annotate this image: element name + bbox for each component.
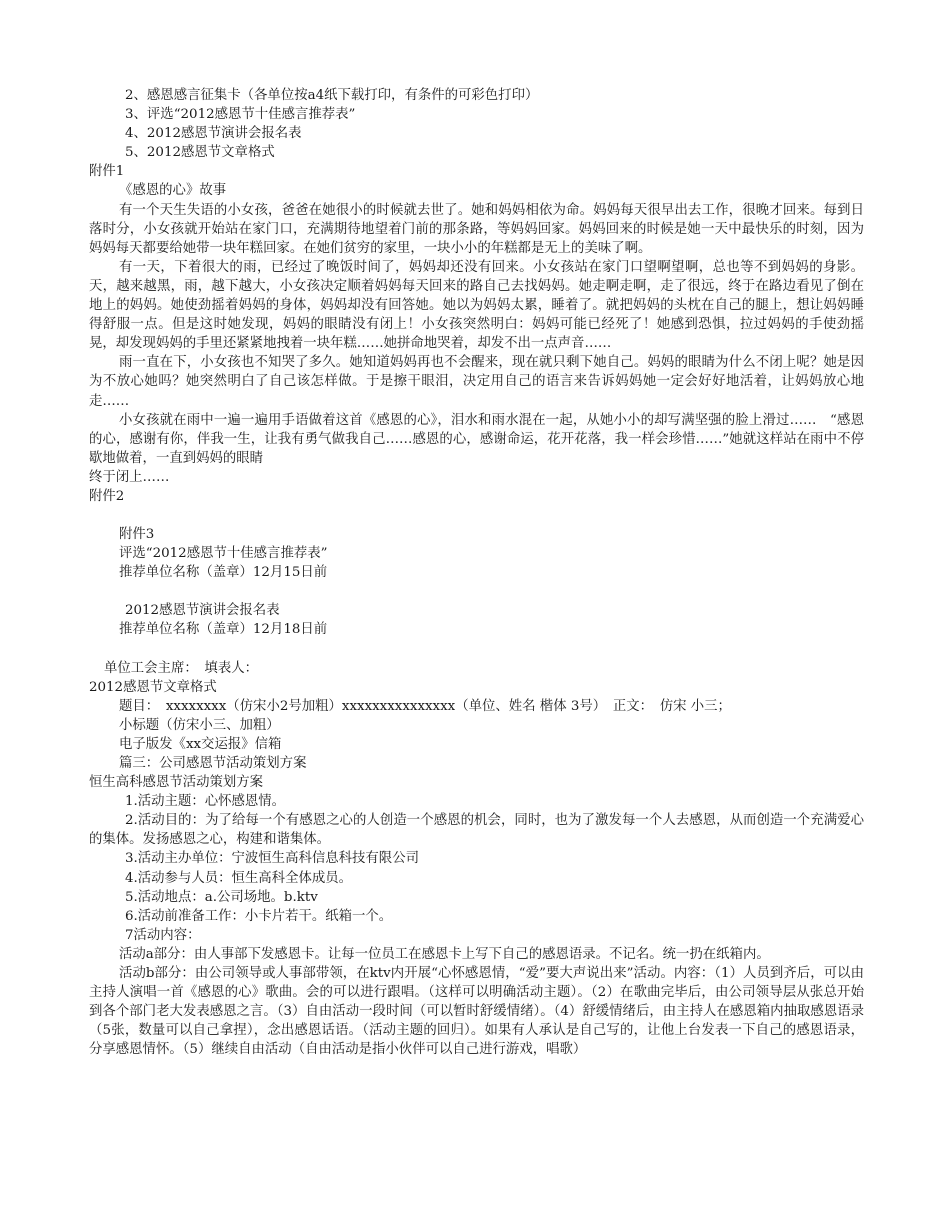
annex2-label: 附件2 — [89, 488, 125, 504]
article-format-line-1: 题目： xxxxxxxx（仿宋小2号加粗）xxxxxxxxxxxxxxx（单位、姓名 楷体 3号） 正文： 仿宋 小三； — [119, 698, 731, 714]
attachment-item-2: 2、感恩感言征集卡（各单位按a4纸下载打印，有条件的可彩色打印） — [125, 88, 539, 103]
article-format-line-2: 小标题（仿宋小三、加粗） — [119, 717, 280, 733]
annex3-label: 附件3 — [119, 527, 155, 543]
story-closing: 终于闭上…… — [89, 469, 170, 485]
spacer — [89, 582, 864, 601]
attachment-item-4: 4、2012感恩节演讲会报名表 — [125, 126, 302, 142]
document-page — [89, 86, 864, 1060]
plan-item-1: 1.活动主题：心怀感恩情。 — [125, 794, 286, 810]
spacer — [89, 640, 864, 659]
story-paragraph-2: 有一天，下着很大的雨，已经过了晚饭时间了，妈妈却还没有回来。小女孩站在家门口望啊望啊，总也等不到妈妈的身影。天，越来越黑，雨，越下越大，小女孩决定顺着妈妈每天回来的路自己去找妈妈。她走啊走啊，走了很远，终于在路边看见了倒在地上的妈妈。她使劲摇着妈妈的身体，妈妈却没有回答她。她以为妈妈太累，睡着了。就把妈妈的头枕在自己的腿上，想让妈妈睡得舒服一点。但是这时她发现，妈妈的眼睛没有闭上！小女孩突然明白：妈妈可能已经死了！她感到恐惧，拉过妈妈的手使劲摇晃，却发现妈妈的手里还紧紧地拽着一块年糕……她拼命地哭着，却发不出一点声音…… — [89, 259, 864, 352]
plan-part-a: 活动a部分：由人事部下发感恩卡。让每一位员工在感恩卡上写下自己的感恩语录。不记名。统一扔在纸箱内。 — [119, 946, 770, 962]
story-paragraph-1: 有一个天生失语的小女孩，爸爸在她很小的时候就去世了。她和妈妈相依为命。妈妈每天很早出去工作，很晚才回来。每到日落时分，小女孩就开始站在家门口，充满期待地望着门前的那条路，等妈妈回家。妈妈回来的时候是她一天中最快乐的时刻，因为妈妈每天都要给她带一块年糕回家。在她们贫穷的家里，一块小小的年糕都是无上的美味了啊。 — [89, 202, 864, 256]
plan-part-b: 活动b部分：由公司领导或人事部带领，在ktv内开展“心怀感恩情，“爱”要大声说出来”活动。内容：（1）人员到齐后，可以由主持人演唱一首《感恩的心》歌曲。会的可以进行跟唱。（这样可以明确活动主题）。（2）在歌曲完毕后，由公司领导层从张总开始到各个部门老大发表感恩之言。（3）自由活动一段时间（可以暂时舒缓情绪）。（4）舒缓情绪后，由主持人在感恩箱内抽取感恩语录（5张，数量可以自己拿捏），念出感恩话语。（活动主题的回归）。如果有人承认是自己写的，让他上台发表一下自己的感恩语录，分享感恩情怀。（5）继续自由活动（自由活动是指小伙伴可以自己进行游戏，唱歌） — [89, 966, 864, 1058]
speech-form-title: 2012感恩节演讲会报名表 — [125, 603, 280, 619]
article-format-title: 2012感恩节文章格式 — [89, 679, 217, 695]
story-paragraph-4: 小女孩就在雨中一遍一遍用手语做着这首《感恩的心》，泪水和雨水混在一起，从她小小的却写满坚强的脸上滑过…… “感恩的心，感谢有你，伴我一生，让我有勇气做我自己……感恩的心，感谢命运，花开花落，我一样会珍惜……”她就这样站在雨中不停歇地做着，一直到妈妈的眼睛 — [89, 412, 864, 466]
plan-item-2: 2.活动目的：为了给每一个有感恩之心的人创造一个感恩的机会，同时，也为了激发每一个人去感恩，从而创造一个充满爱心的集体。发扬感恩之心，构建和谐集体。 — [89, 813, 864, 848]
story-paragraph-3: 雨一直在下，小女孩也不知哭了多久。她知道妈妈再也不会醒来，现在就只剩下她自己。妈妈的眼睛为什么不闭上呢？她是因为不放心她吗？她突然明白了自己该怎样做。于是擦干眼泪，决定用自己的语言来告诉妈妈她一定会好好地活着，让妈妈放心地走…… — [89, 355, 864, 409]
plan-item-7: 7活动内容： — [125, 927, 201, 943]
annex3-title: 评选“2012感恩节十佳感言推荐表” — [119, 546, 328, 562]
spacer — [89, 506, 864, 525]
annex3-deadline: 推荐单位名称（盖章）12月15日前 — [119, 565, 328, 581]
article-format-line-3: 电子版发《xx交运报》信箱 — [119, 736, 282, 752]
signature-line: 单位工会主席： 填表人： — [104, 660, 258, 676]
plan-company-title: 恒生高科感恩节活动策划方案 — [89, 775, 264, 791]
plan-item-3: 3.活动主办单位：宁波恒生高科信息科技有限公司 — [125, 851, 419, 867]
plan-item-5: 5.活动地点：a.公司场地。b.ktv — [125, 889, 318, 905]
plan-section-title: 篇三：公司感恩节活动策划方案 — [119, 756, 307, 771]
story-title: 《感恩的心》故事 — [119, 183, 227, 199]
plan-item-4: 4.活动参与人员：恒生高科全体成员。 — [125, 870, 353, 886]
plan-item-6: 6.活动前准备工作：小卡片若干。纸箱一个。 — [125, 908, 393, 924]
attachment-item-5: 5、2012感恩节文章格式 — [125, 145, 275, 161]
speech-form-deadline: 推荐单位名称（盖章）12月18日前 — [119, 622, 328, 638]
attachment-item-3: 3、评选“2012感恩节十佳感言推荐表” — [125, 107, 356, 123]
annex1-label: 附件1 — [89, 164, 125, 180]
